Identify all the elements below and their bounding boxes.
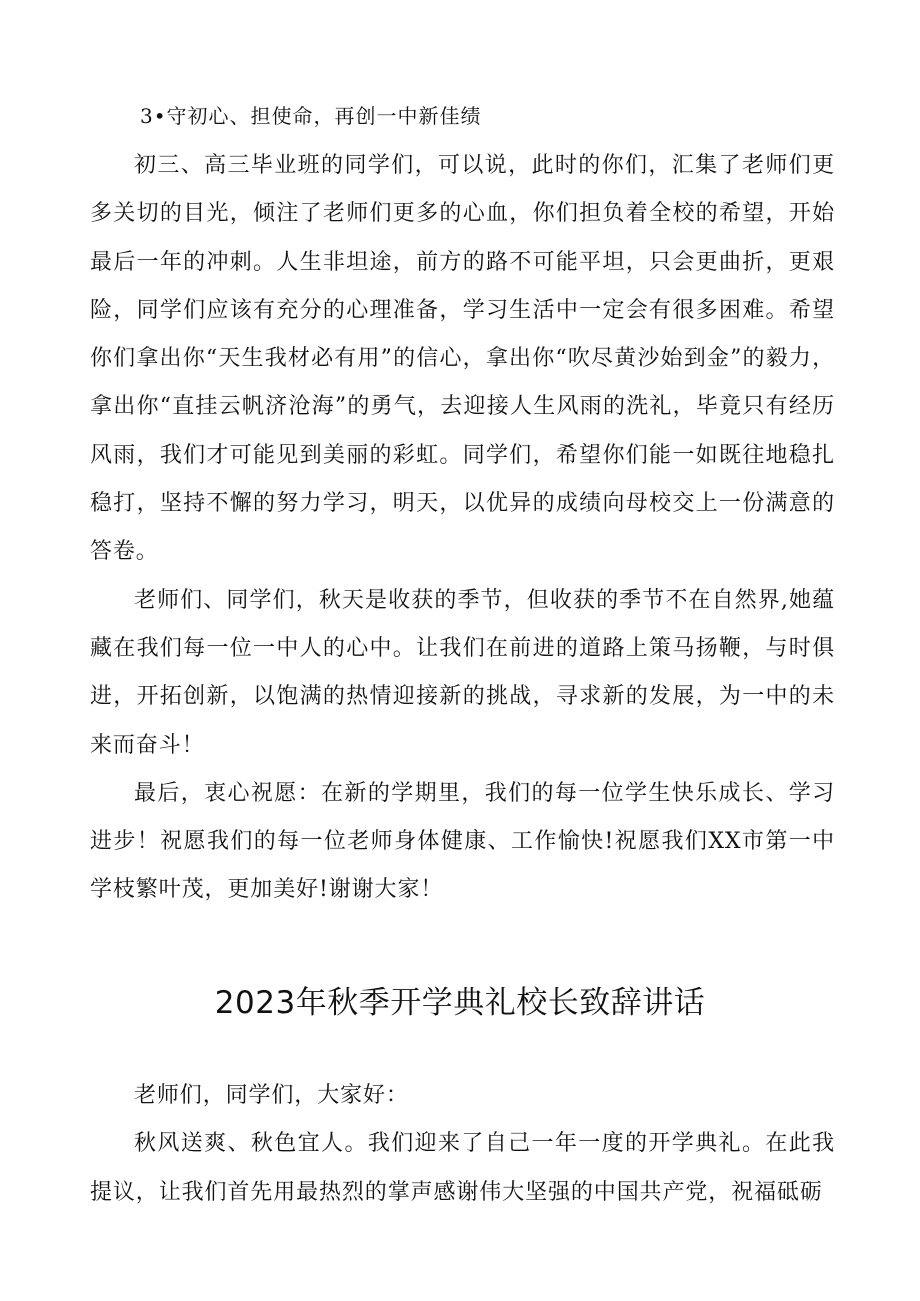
opening-paragraph: 秋风送爽、秋色宜人。我们迎来了自己一年一度的开学典礼。在此我提议，让我们首先用最热烈的掌声感谢伟大坚强的中国共产党，祝福砥砺 (90, 1131, 835, 1205)
paragraph-closing-wishes: 最后，衷心祝愿：在新的学期里，我们的每一位学生快乐成长、学习进步！祝愿我们的每一位老师身体健康、工作愉快!祝愿我们XX市第一中学枝繁叶茂，更加美好!谢谢大家！ (90, 780, 835, 903)
body-text-section (90, 142, 835, 915)
section-heading: 3•守初心、担使命，再创一中新佳绩 (140, 104, 482, 128)
paragraph-graduating-classes: 初三、高三毕业班的同学们，可以说，此时的你们，汇集了老师们更多关切的目光，倾注了老师们更多的心血，你们担负着全校的希望，开始最后一年的冲刺。人生非坦途，前方的路不可能平坦，只会更曲折，更艰险，同学们应该有充分的心理准备，学习生活中一定会有很多困难。希望你们拿出你“天生我材必有用”的信心，拿出你“吹尽黄沙始到金”的毅力，拿出你“直挂云帆济沧海”的勇气，去迎接人生风雨的洗礼，毕竟只有经历风雨，我们才可能见到美丽的彩虹。同学们，希望你们能一如既往地稳扎稳打，坚持不懈的努力学习，明天，以优异的成绩向母校交上一份满意的答卷。 (90, 153, 835, 565)
greeting-line: 老师们，同学们，大家好： (134, 1083, 409, 1108)
speech-body (90, 1072, 835, 1217)
paragraph-autumn-harvest: 老师们、同学们，秋天是收获的季节，但收获的季节不在自然界,她蕴藏在我们每一位一中人的心中。让我们在前进的道路上策马扬鞭，与时俱进，开拓创新，以饱满的热情迎接新的挑战，寻求新的发展，为一中的未来而奋斗！ (90, 587, 835, 758)
speech-title: 2023年秋季开学典礼校长致辞讲话 (214, 985, 706, 1021)
